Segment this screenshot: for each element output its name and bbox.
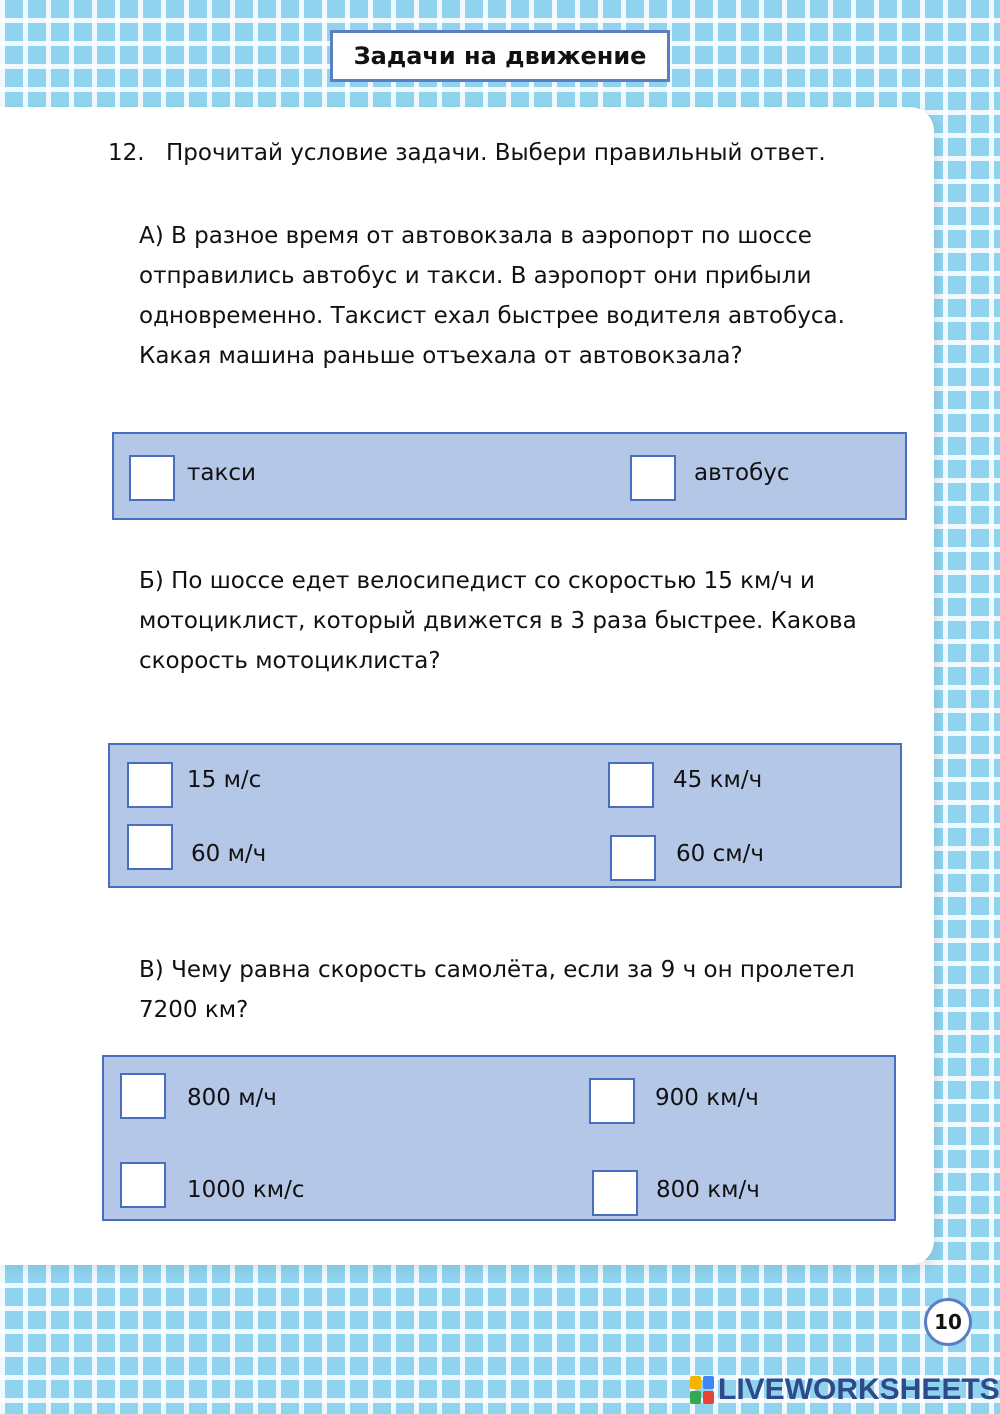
option-label: 60 см/ч: [676, 841, 764, 867]
page-number-badge: [924, 1298, 972, 1346]
checkbox[interactable]: [630, 455, 676, 501]
option-label: 45 км/ч: [673, 767, 763, 793]
option-label: 800 км/ч: [656, 1177, 760, 1203]
answers-panel-c: [102, 1055, 896, 1221]
task-instruction: [108, 140, 826, 166]
checkbox[interactable]: [127, 824, 173, 870]
option-label: 60 м/ч: [191, 841, 267, 867]
task-instruction-text: Прочитай условие задачи. Выбери правильный ответ.: [166, 140, 826, 166]
page-title: [330, 30, 670, 82]
checkbox[interactable]: [120, 1073, 166, 1119]
checkbox[interactable]: [589, 1078, 635, 1124]
option-label: 800 м/ч: [187, 1085, 277, 1111]
brand-name: LIVEWORKSHEETS: [718, 1373, 1000, 1406]
question-a: А) В разное время от автовокзала в аэропорт по шоссе отправились автобус и такси. В аэропорт они прибыли одновременно. Таксист ехал быстрее водителя автобуса. Какая машина раньше отъехала от автовокзала?: [139, 223, 845, 369]
question-b: Б) По шоссе едет велосипедист со скоростью 15 км/ч и мотоциклист, который движется в 3 раза быстрее. Какова скорость мотоциклиста?: [139, 568, 857, 674]
checkbox[interactable]: [120, 1162, 166, 1208]
page-title-text: Задачи на движение: [353, 42, 647, 70]
question-c: В) Чему равна скорость самолёта, если за 9 ч он пролетел 7200 км?: [139, 957, 855, 1023]
liveworksheets-logo: [690, 1372, 1000, 1408]
checkbox[interactable]: [610, 835, 656, 881]
answers-panel-a: [112, 432, 907, 520]
page-number: 10: [934, 1310, 962, 1334]
checkbox[interactable]: [592, 1170, 638, 1216]
checkbox[interactable]: [608, 762, 654, 808]
option-label: 15 м/с: [187, 767, 262, 793]
option-label: автобус: [694, 460, 790, 486]
checkbox[interactable]: [127, 762, 173, 808]
checkbox[interactable]: [129, 455, 175, 501]
answers-panel-b: [108, 743, 902, 888]
liveworksheets-icon: [690, 1376, 714, 1404]
option-label: такси: [187, 460, 256, 486]
option-label: 900 км/ч: [655, 1085, 759, 1111]
task-number: 12.: [108, 140, 145, 166]
option-label: 1000 км/с: [187, 1177, 305, 1203]
